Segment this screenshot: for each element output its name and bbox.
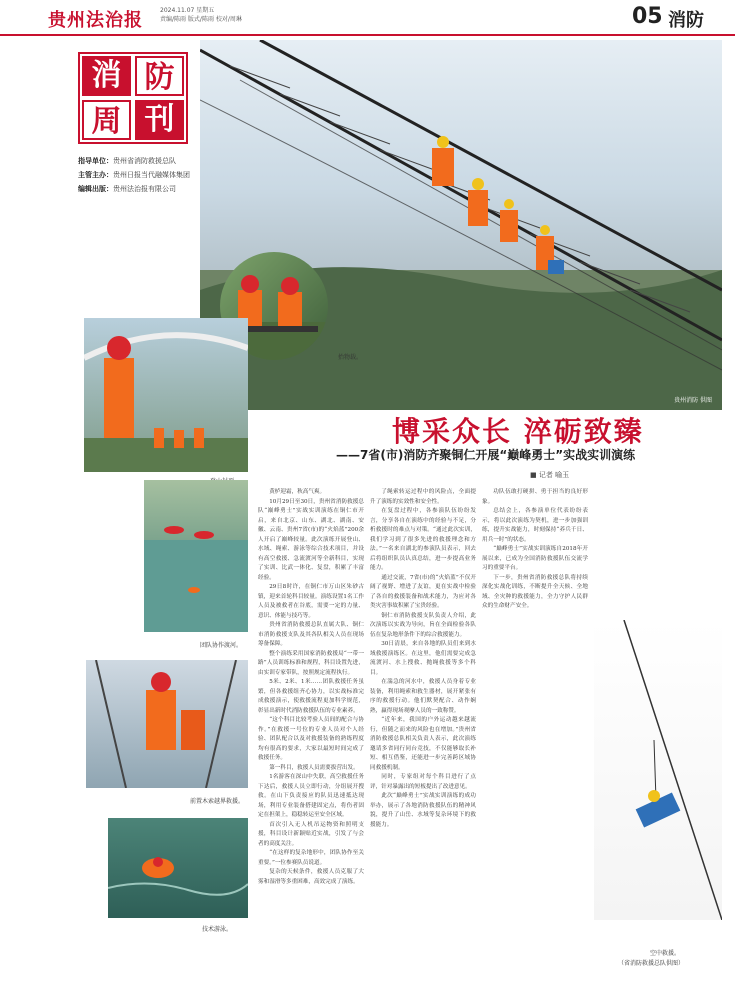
paragraph: 在复盘过程中，各参演队伍纷纷发言，分享各自在演练中的经验与不足，分析救援时的难点与对策。“通过此次实训，我们学习到了很多先进的救援理念和方法。”一名来自湖北的参演队员表示，回去后将组织队员认真总结，进一步提高业务能力。: [370, 508, 476, 571]
paragraph: 通过交流，7省(市)的“火焰蓝”不仅开阔了视野、增进了友谊，更在实战中检验了各自的救援装备和战术能力，为应对各类灾害事故积累了宝贵经验。: [370, 574, 476, 609]
editor-staff: 责编/陈雨 版式/陈雨 校对/周琳: [160, 16, 242, 23]
paragraph: 在湍急的河水中，救援人员身着专业装备，利用绳索和救生器材，展开紧张有序的救援行动。他们默契配合、动作娴熟，赢得现场观摩人员的一致称赞。: [370, 679, 476, 714]
logo-char-3: 周: [82, 100, 131, 140]
caption-swim: 技术游泳。: [202, 926, 233, 933]
credit-sponsor: 主管主办：贵州日报当代融媒体集团: [78, 171, 190, 179]
paragraph: 此次“巅峰勇士”实战实训演练的成功举办，展示了各地消防救援队伍的精神风貌，提升了山岳、水域等复杂环境下的救援能力。: [370, 793, 476, 828]
date-line: [160, 6, 242, 24]
caption-stretcher: 抬物载。: [338, 354, 363, 361]
logo-char-2: 防: [135, 56, 184, 96]
logo-char-4: 刊: [135, 100, 184, 140]
swimmer-illustration: [108, 818, 248, 918]
paragraph: 功队伍敢打硬拼、勇于担当的良好形象。: [482, 489, 588, 505]
rope-rescue-illustration: [86, 660, 248, 788]
article-column-1: [258, 488, 364, 980]
paragraph: 5米、2米、1米……团队救援任务虽繁，但各救援组齐心协力，以实战标准完成救援演示，使救援流程更加科学规范，彰显出新时代消防救援队伍的专业素养。: [258, 679, 364, 714]
credit-guide: 指导单位：贵州省消防救援总队: [78, 157, 176, 165]
photo-river-crossing: [144, 480, 248, 632]
hero-photo-credit: 贵州消防 供图: [674, 397, 712, 404]
photo-swimming: [108, 818, 248, 918]
photo-mountain-climb: [84, 318, 248, 472]
paragraph: 第一科目，救援人员需要拔营出发。: [269, 764, 359, 771]
paragraph: 30日清晨，来自各地的队员们来到水域救援演练区。在这里，他们需要完成急流渡河、水上搜救、抛绳救援等多个科目。: [370, 641, 476, 676]
logo-char-1: 消: [82, 56, 131, 96]
paragraph: “这个科目比较考验人员间的配合与协作。”在救援一号位的专业人员对个人经验、团队配合以及对救援装备的熟练程度均有很高的要求，大家以最短时间完成了救援任务。: [258, 717, 364, 761]
photo-rope-rescue: [86, 660, 248, 788]
climbing-rescuers-illustration: [84, 318, 248, 472]
paragraph: 了绳索转运过程中的风险点，全面提升了演练的实效性和安全性。: [370, 489, 476, 505]
paragraph: 1名游客在深山中失联，高空救援任务下达后，救援人员立即行动，分组展开搜救。在山下负责接应的队员迅速抵达现场，利用专业装备搭建固定点，将伤者固定在担架上，稳稳转运至安全区域。: [258, 774, 364, 818]
supplement-logo: [78, 52, 188, 144]
section-title: 消防: [668, 10, 704, 31]
paragraph: “在这样的复杂地形中，团队协作至关重要。”一位参赛队员说道。: [258, 850, 364, 866]
paragraph: “近年来，我国的户外运动越来越流行，但随之而来的风险也在增加。”贵州省消防救援总队相关负责人表示，此次演练邀请多省同行同台竞技，不仅能够取长补短、相互借鉴，还能进一步完善跨区域协同救援机制。: [370, 717, 476, 771]
paragraph: 黄栌迎霜，秋高气爽。: [269, 489, 326, 495]
paragraph: 首次引入无人机吊运物资和照明支援，科目设计新颖贴近实战，引发了与会者的高度关注。: [258, 821, 364, 847]
aerial-rescue-illustration: [594, 620, 722, 920]
masthead: [0, 0, 735, 36]
paragraph: 下一步，贵州省消防救援总队将持续深化实战化训练，不断提升全天候、全地域、全灾种的救援能力，全力守护人民群众的生命财产安全。: [482, 574, 588, 609]
paragraph: “巅峰勇士”实战实训演练自2018年开展以来，已成为全国消防救援队伍交流学习的重要平台。: [482, 546, 588, 571]
article-subheadline: ——7省(市)消防齐聚铜仁开展“巅峰勇士”实战实训演练: [336, 448, 636, 462]
article-byline: ■ 记者 喻玉: [530, 471, 570, 479]
paragraph: 铜仁市消防救援支队负责人介绍，此次演练以实战为导向，旨在全面检验各队伍在复杂地形条件下的综合救援能力。: [370, 612, 476, 638]
article-column-3: [482, 488, 588, 980]
credit-publisher: 编辑出版：贵州法治报有限公司: [78, 185, 176, 193]
caption-aerial-source: （省消防救援总队供图）: [618, 960, 685, 967]
caption-river: 团队协作渡河。: [200, 642, 243, 649]
caption-rope: 前置木索越界救援。: [190, 798, 245, 805]
caption-aerial: 空中救援。: [650, 950, 681, 957]
article-headline: 博采众长 淬砺致臻: [392, 415, 644, 448]
paragraph: 同时，专家组对每个科目进行了点评，针对暴露出的短板提出了改进意见。: [370, 774, 476, 790]
river-rafts-illustration: [144, 480, 248, 632]
issue-date: 2024.11.07 星期五: [160, 7, 215, 14]
photo-aerial-rescue: [594, 620, 722, 920]
supplement-credits: [78, 154, 218, 196]
paragraph: 总结会上，各参演单位代表纷纷表示，将以此次演练为契机，进一步加强训练，提升实战能力，时刻保持“养兵千日、用兵一时”的状态。: [482, 508, 588, 543]
newspaper-name: 贵州法治报: [48, 10, 143, 31]
article-column-2: [370, 488, 476, 980]
paragraph: 29日8时许，在铜仁市万山区朱砂古镇，迎来首轮科目较量。演练设置1名工作人员及被救者在谷底，需要一定的力量、意识、体能与技巧等。: [258, 584, 364, 619]
paragraph: 复杂的天候条件，救援人员克服了大雾和湿滑等多重困难，高效完成了演练。: [258, 869, 364, 885]
page-number: 05: [632, 4, 663, 29]
paragraph: 贵州省消防救援总队直属大队、铜仁市消防救援支队及其各队相关人员在现场筹备保障。: [258, 622, 364, 647]
paragraph: 整个演练采用国家消防救援局“一带一路”人员训练标准和规程，科目设置先进，由实训专家带队，按照规定流程执行。: [258, 650, 364, 676]
paragraph: 10月29日至30日，贵州省消防救援总队“巅峰勇士”实战实训演练在铜仁市开启，来自北京、山东、湖北、湖南、安徽、云南、贵州7省(市)的“火焰蓝”200余人开启了巅峰较量。此次演练开展登山、水域、绳索、游泳等综合技术项目，并设有高空救援、急流渡河等全新科目，实现了实训、比武一体化、复盘，积累了丰富经验。: [258, 498, 364, 581]
